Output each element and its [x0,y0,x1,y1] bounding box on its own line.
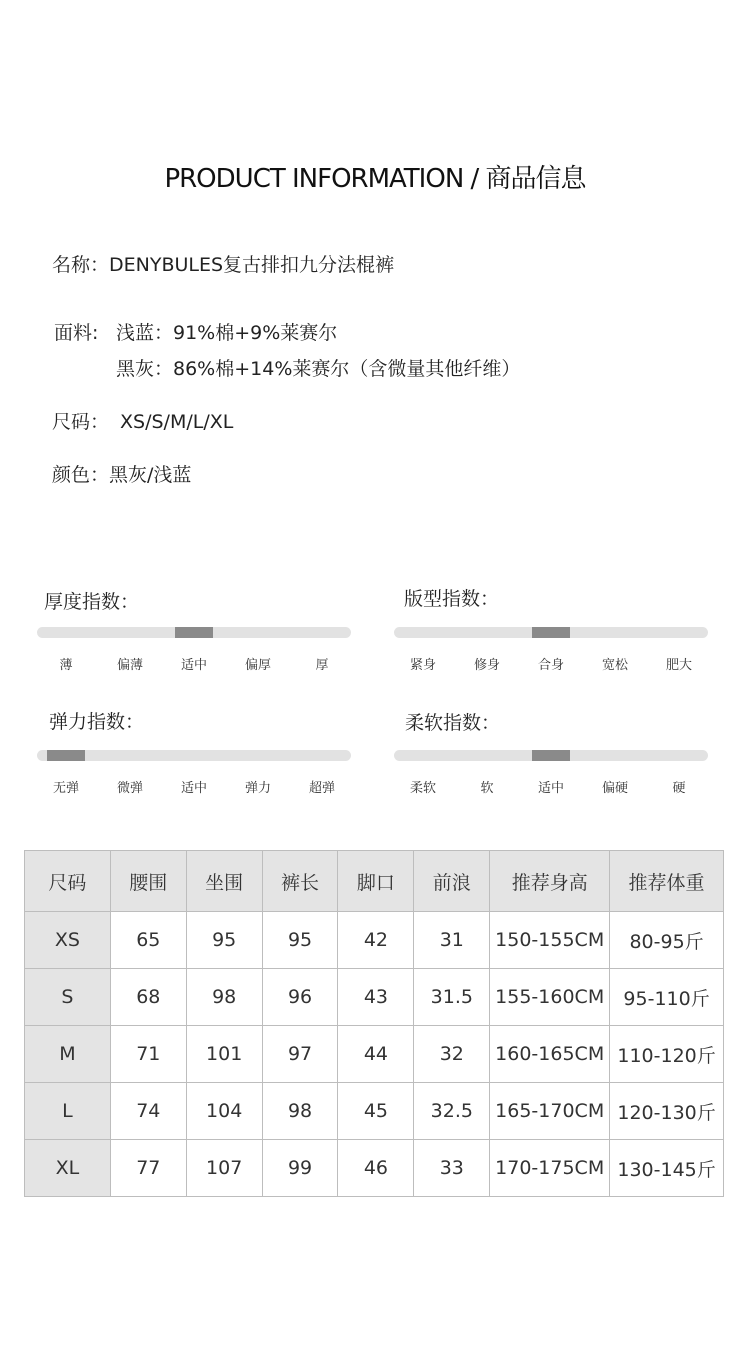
table-cell: 31 [414,912,490,969]
size-table [24,850,724,1197]
index-tick: 柔软 [409,781,437,796]
name-value: DENYBULES复古排扣九分法棍裤 [109,254,395,276]
index-tick: 适中 [180,658,208,673]
size-table-body [25,912,724,1197]
index-tick: 适中 [537,781,565,796]
table-cell: M [25,1026,111,1083]
index-tick: 软 [480,781,494,796]
table-cell: 45 [338,1083,414,1140]
fabric-row-2 [116,354,520,381]
size-table-header-cell: 推荐体重 [610,851,724,912]
index-label: 版型指数： [404,588,500,610]
table-cell: 71 [110,1026,186,1083]
size-table-header-cell: 腰围 [110,851,186,912]
table-cell: 120-130斤 [610,1083,724,1140]
table-row [25,1140,724,1197]
size-table-header-cell: 尺码 [25,851,111,912]
index-tick: 偏薄 [116,658,144,673]
index-bar-fill [175,627,213,638]
index-bar [37,750,351,761]
table-cell: 80-95斤 [610,912,724,969]
index-selected [0,0,1,1]
table-cell: XL [25,1140,111,1197]
fabric-label: 面料: [54,322,99,344]
fabric-row [54,318,337,345]
table-row [25,969,724,1026]
table-cell: 155-160CM [490,969,610,1026]
index-selected [0,0,1,1]
index-tick: 无弹 [52,781,80,796]
table-cell: XS [25,912,111,969]
page-title: PRODUCT INFORMATION / 商品信息 [164,164,586,194]
table-cell: 99 [262,1140,338,1197]
table-cell: 77 [110,1140,186,1197]
table-row [25,1026,724,1083]
table-cell: 74 [110,1083,186,1140]
table-row [25,1083,724,1140]
index-bar-fill [532,627,570,638]
index-tick: 修身 [473,658,501,673]
table-cell: 101 [186,1026,262,1083]
index-label: 柔软指数： [405,712,501,734]
table-cell: 46 [338,1140,414,1197]
table-cell: 95 [186,912,262,969]
fabric-line-1: 浅蓝：91%棉+9%莱赛尔 [116,322,338,344]
index-tick: 厚 [315,658,329,673]
index-bar [37,627,351,638]
table-cell: 98 [186,969,262,1026]
size-table-header-cell: 坐围 [186,851,262,912]
index-bar [394,750,708,761]
table-cell: 130-145斤 [610,1140,724,1197]
table-cell: 165-170CM [490,1083,610,1140]
index-selected [0,0,1,1]
index-tick: 微弹 [116,781,144,796]
table-cell: 43 [338,969,414,1026]
table-cell: 107 [186,1140,262,1197]
table-cell: 65 [110,912,186,969]
table-cell: 95 [262,912,338,969]
table-cell: 104 [186,1083,262,1140]
index-tick: 适中 [180,781,208,796]
index-bar-fill [532,750,570,761]
table-cell: 42 [338,912,414,969]
index-tick: 偏硬 [601,781,629,796]
size-value: XS/S/M/L/XL [120,411,234,433]
table-cell: 95-110斤 [610,969,724,1026]
table-cell: 31.5 [414,969,490,1026]
index-label: 弹力指数： [49,711,145,733]
size-table-header-cell: 脚口 [338,851,414,912]
name-row [52,250,394,277]
index-tick: 超弹 [308,781,336,796]
table-cell: 98 [262,1083,338,1140]
table-cell: 33 [414,1140,490,1197]
table-cell: L [25,1083,111,1140]
index-bar-fill [47,750,85,761]
size-table-header-cell: 裤长 [262,851,338,912]
table-cell: 32 [414,1026,490,1083]
index-tick: 合身 [537,658,565,673]
index-tick: 偏厚 [244,658,272,673]
color-value: 黑灰/浅蓝 [109,464,192,486]
index-bar [394,627,708,638]
index-label: 厚度指数： [44,591,140,613]
index-tick: 紧身 [409,658,437,673]
size-table-header [25,851,724,912]
index-tick: 薄 [59,658,73,673]
size-table-header-cell: 推荐身高 [490,851,610,912]
name-label: 名称： [52,254,110,276]
table-cell: 150-155CM [490,912,610,969]
index-tick: 肥大 [665,658,693,673]
size-row [52,407,233,434]
table-cell: 110-120斤 [610,1026,724,1083]
size-table-header-cell: 前浪 [414,851,490,912]
index-tick: 硬 [672,781,686,796]
index-tick: 宽松 [601,658,629,673]
color-row [52,460,191,487]
table-cell: S [25,969,111,1026]
size-label: 尺码： [52,411,110,433]
table-cell: 32.5 [414,1083,490,1140]
table-cell: 97 [262,1026,338,1083]
table-cell: 44 [338,1026,414,1083]
color-label: 颜色： [52,464,110,486]
index-selected [0,0,1,1]
table-cell: 96 [262,969,338,1026]
table-cell: 160-165CM [490,1026,610,1083]
fabric-line-2: 黑灰：86%棉+14%莱赛尔（含微量其他纤维） [116,358,521,380]
index-tick: 弹力 [244,781,272,796]
table-cell: 68 [110,969,186,1026]
table-row [25,912,724,969]
table-cell: 170-175CM [490,1140,610,1197]
